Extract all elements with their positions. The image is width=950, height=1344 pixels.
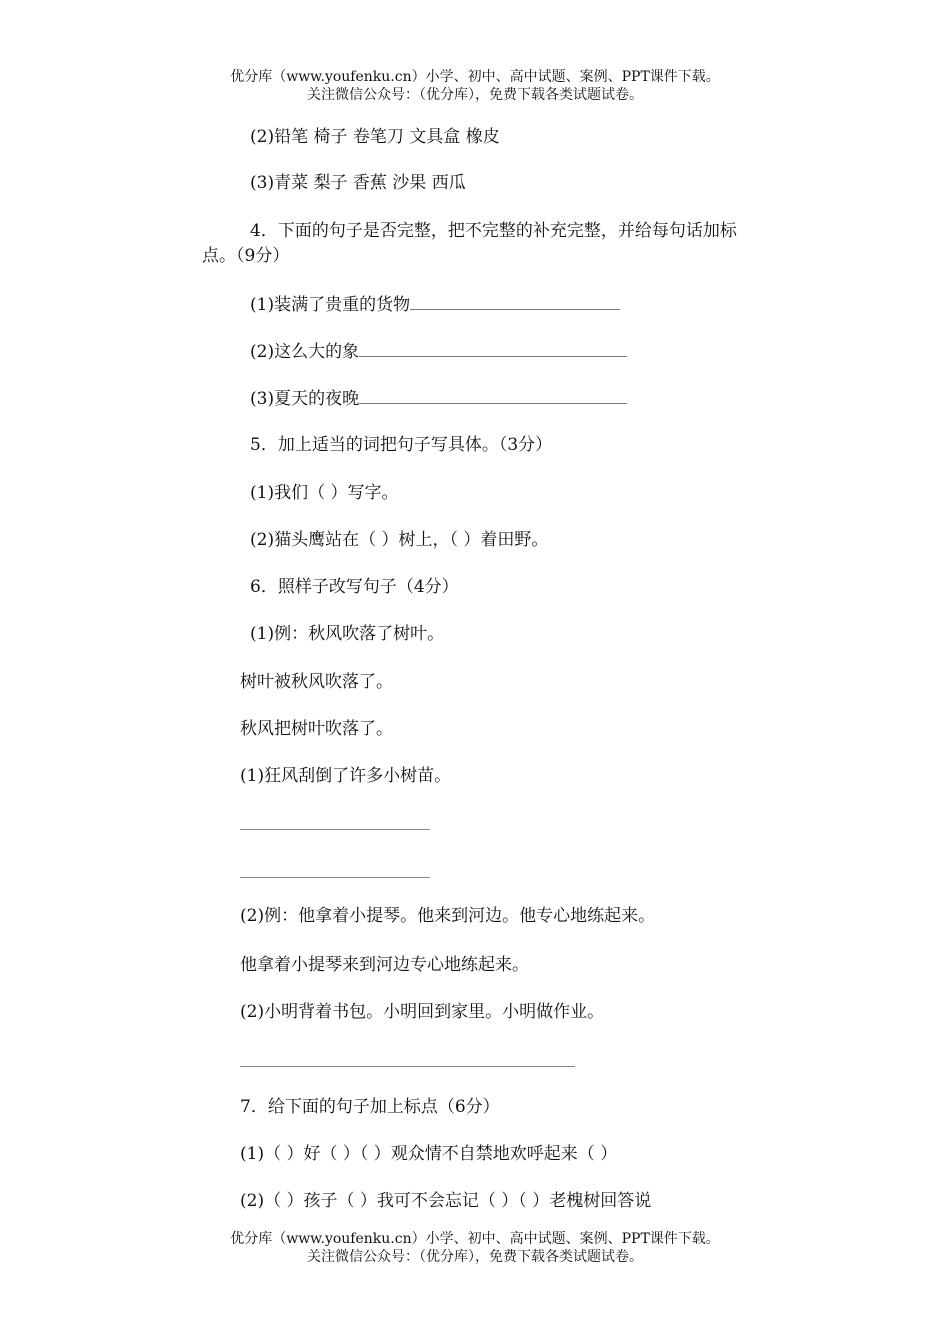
q6-example-1-ba: 秋风把树叶吹落了。 (240, 719, 393, 739)
answer-line[interactable] (240, 877, 430, 878)
q4-item-1-text: (1)装满了贵重的货物 (250, 295, 411, 315)
q3-item-2: (2)铅笔 椅子 卷笔刀 文具盒 橡皮 (250, 127, 500, 147)
footer-line-1: 优分库（www.youfenku.cn）小学、初中、高中试题、案例、PPT课件下载。 (230, 1231, 720, 1247)
answer-blank[interactable] (359, 387, 627, 404)
q4-item-2 (250, 340, 627, 363)
q7-title: 7．给下面的句子加上标点（6分） (240, 1097, 500, 1117)
q5-item-2: (2)猫头鹰站在（ ）树上，（ ）着田野。 (250, 530, 549, 550)
q6-example-2-combined: 他拿着小提琴来到河边专心地练起来。 (240, 955, 529, 975)
q4-title-line-2: 点。（9分） (202, 246, 290, 266)
q6-example-2: (2)例：他拿着小提琴。他来到河边。他专心地练起来。 (240, 906, 656, 926)
q7-item-2: (2)（ ）孩子（ ）我可不会忘记（ ）（ ）老槐树回答说 (240, 1191, 652, 1211)
answer-line[interactable] (240, 829, 430, 830)
q6-task-1: (1)狂风刮倒了许多小树苗。 (240, 766, 452, 786)
q4-title-line-1: 4．下面的句子是否完整，把不完整的补充完整，并给每句话加标 (250, 221, 737, 241)
q4-item-3-text: (3)夏天的夜晚 (250, 389, 360, 409)
page-footer (0, 1230, 950, 1266)
answer-line[interactable] (240, 1066, 575, 1067)
q6-example-1: (1)例：秋风吹落了树叶。 (250, 624, 445, 644)
q6-task-2: (2)小明背着书包。小明回到家里。小明做作业。 (240, 1002, 605, 1022)
q5-item-1: (1)我们（ ）写字。 (250, 483, 399, 503)
q7-item-1: (1)（ ）好（ ）（ ）观众情不自禁地欢呼起来（ ） (240, 1144, 618, 1164)
header-line-2: 关注微信公众号：（优分库），免费下载各类试题试卷。 (307, 87, 643, 103)
header-line-1: 优分库（www.youfenku.cn）小学、初中、高中试题、案例、PPT课件下载。 (230, 69, 720, 85)
answer-blank[interactable] (359, 340, 627, 357)
footer-line-2: 关注微信公众号：（优分库），免费下载各类试题试卷。 (307, 1249, 643, 1265)
q5-title: 5．加上适当的词把句子写具体。（3分） (250, 435, 553, 455)
q3-item-3: (3)青菜 梨子 香蕉 沙果 西瓜 (250, 173, 466, 193)
q4-item-3 (250, 387, 627, 410)
q4-item-1 (250, 293, 620, 316)
q6-example-1-passive: 树叶被秋风吹落了。 (240, 672, 393, 692)
page-header (0, 68, 950, 104)
q6-title: 6．照样子改写句子（4分） (250, 577, 459, 597)
q4-item-2-text: (2)这么大的象 (250, 342, 360, 362)
answer-blank[interactable] (410, 293, 620, 310)
